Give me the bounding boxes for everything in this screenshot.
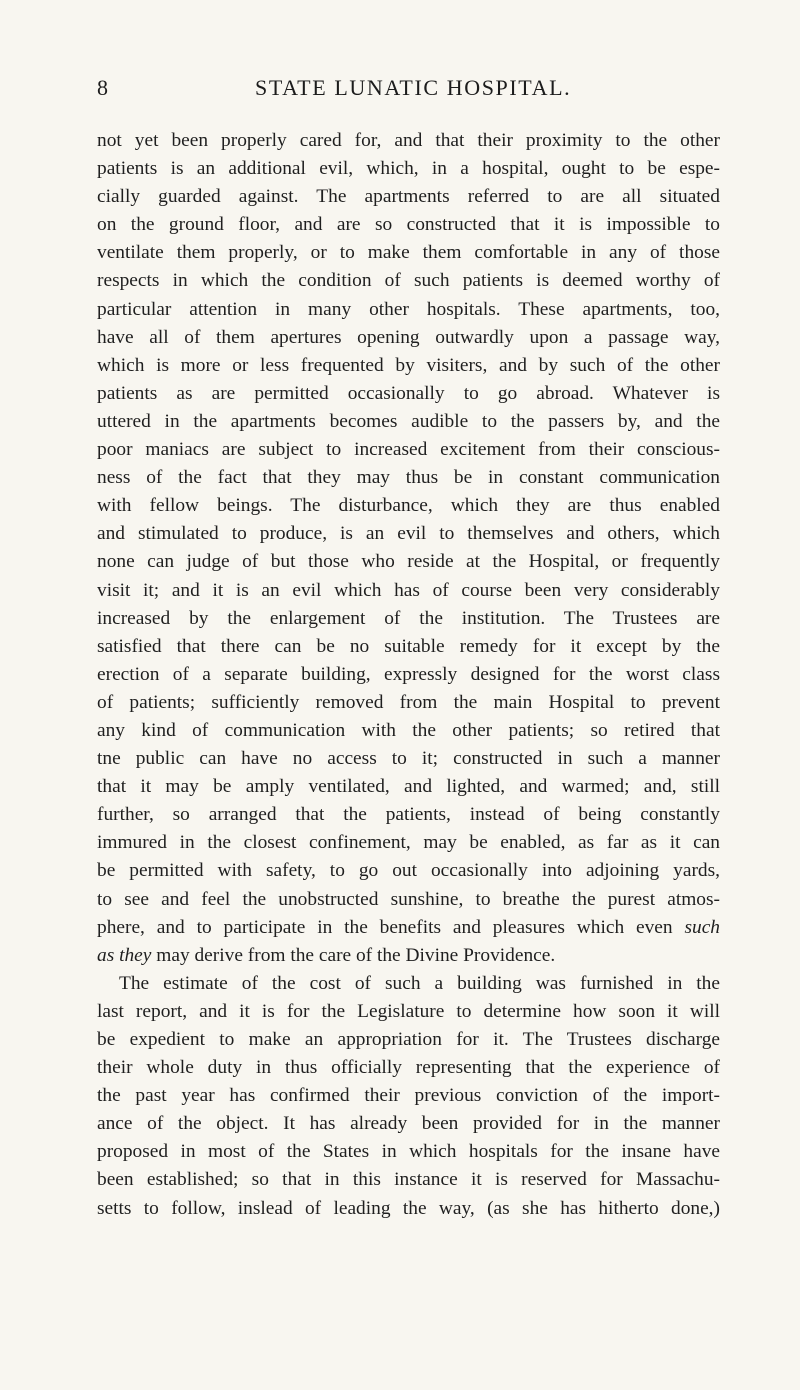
running-title: STATE LUNATIC HOSPITAL. bbox=[255, 75, 572, 100]
text-line: particular attention in many other hospitals. These apartments, too, bbox=[97, 298, 720, 320]
text-line: the past year has confirmed their previous conviction of the import- bbox=[97, 1085, 720, 1107]
line-segment: may derive from the care of the Divine Providence. bbox=[156, 944, 556, 966]
text-line: have all of them apertures opening outwardly upon a passage way, bbox=[97, 326, 720, 348]
text-line: been established; so that in this instance it is reserved for Massachu- bbox=[97, 1169, 720, 1191]
text-line: cially guarded against. The apartments referred to are all situated bbox=[97, 186, 720, 208]
text-line: last report, and it is for the Legislature to determine how soon it will bbox=[97, 1000, 720, 1022]
text-line: none can judge of but those who reside at the Hospital, or frequently bbox=[97, 551, 720, 573]
text-line: patients as are permitted occasionally to go abroad. Whatever is bbox=[97, 382, 720, 404]
text-line: to see and feel the unobstructed sunshine, to breathe the purest atmos- bbox=[97, 888, 720, 910]
text-line: poor maniacs are subject to increased excitement from their conscious- bbox=[97, 439, 720, 461]
text-line: ness of the fact that they may thus be in constant communication bbox=[97, 467, 720, 489]
text-line: ventilate them properly, or to make them comfortable in any of those bbox=[97, 242, 720, 264]
paragraph-start-line: The estimate of the cost of such a building was furnished in the bbox=[119, 972, 720, 994]
text-line: further, so arranged that the patients, instead of being constantly bbox=[97, 804, 720, 826]
text-line: not yet been properly cared for, and that their proximity to the other bbox=[97, 130, 720, 151]
text-line: increased by the enlargement of the institution. The Trustees are bbox=[97, 607, 720, 629]
text-line: setts to follow, inslead of leading the way, (as she has hitherto done,) bbox=[97, 1197, 720, 1219]
page-number: 8 bbox=[97, 75, 109, 100]
text-line: of patients; sufficiently removed from the main Hospital to prevent bbox=[97, 691, 720, 713]
text-line: on the ground floor, and are so constructed that it is impossible to bbox=[97, 214, 720, 236]
text-line: respects in which the condition of such patients is deemed worthy of bbox=[97, 270, 720, 292]
text-line-with-italic bbox=[97, 942, 720, 970]
text-line: that it may be amply ventilated, and lighted, and warmed; and, still bbox=[97, 776, 720, 798]
text-line: be expedient to make an appropriation for it. The Trustees discharge bbox=[97, 1029, 720, 1050]
text-line: with fellow beings. The disturbance, which they are thus enabled bbox=[97, 495, 720, 517]
text-line: proposed in most of the States in which hospitals for the insane have bbox=[97, 1141, 720, 1163]
text-line: patients is an additional evil, which, in a hospital, ought to be espe- bbox=[97, 158, 720, 180]
text-line: ance of the object. It has already been provided for in the manner bbox=[97, 1113, 720, 1135]
text-line: visit it; and it is an evil which has of course been very considerably bbox=[97, 579, 720, 601]
text-line: uttered in the apartments becomes audible to the passers by, and the bbox=[97, 410, 720, 432]
text-line: erection of a separate building, expressly designed for the worst class bbox=[97, 663, 720, 685]
text-line: and stimulated to produce, is an evil to themselves and others, which bbox=[97, 523, 720, 545]
body-text bbox=[97, 127, 720, 1223]
running-head bbox=[97, 75, 717, 105]
italic-phrase: as they bbox=[97, 944, 152, 966]
line-segment: phere, and to participate in the benefits and pleasures which even bbox=[97, 916, 673, 938]
text-line: tne public can have no access to it; constructed in such a manner bbox=[97, 748, 720, 770]
text-line: any kind of communication with the other patients; so retired that bbox=[97, 719, 720, 741]
text-line: satisfied that there can be no suitable remedy for it except by the bbox=[97, 635, 720, 657]
text-line: their whole duty in thus officially representing that the experience of bbox=[97, 1057, 720, 1079]
text-line-with-italic bbox=[97, 914, 720, 942]
text-line: be permitted with safety, to go out occasionally into adjoining yards, bbox=[97, 860, 720, 882]
text-line: immured in the closest confinement, may be enabled, as far as it can bbox=[97, 832, 720, 854]
italic-word: such bbox=[684, 916, 720, 938]
text-line: which is more or less frequented by visiters, and by such of the other bbox=[97, 354, 720, 376]
